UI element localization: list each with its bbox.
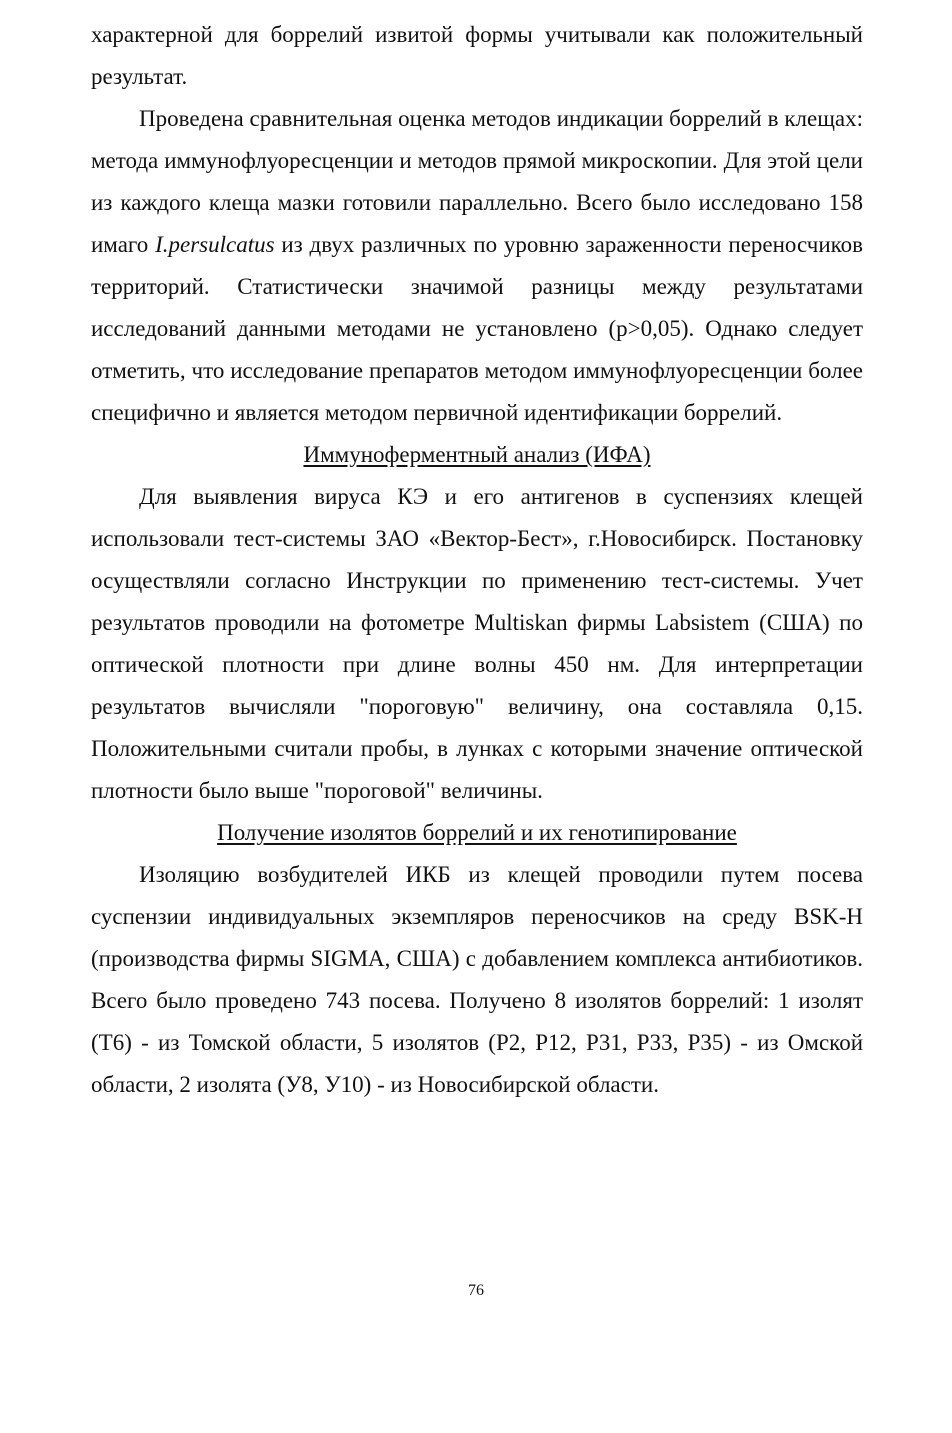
species-name: I.persulcatus (155, 232, 275, 257)
paragraph-continuation: характерной для боррелий извитой формы учитывали как положительный результат. (91, 22, 863, 89)
paragraph-isolates: Изоляцию возбудителей ИКБ из клещей проводили путем посева суспензии индивидуальных экземпляров переносчиков на среду BSK-H (производства фирмы SIGMA, США) с добавлением комплекса антибиотиков. Всего было проведено 743 посева. Получено 8 изолятов боррелий: 1 изолят (Т6) - из Томской области, 5 изолятов (Р2, Р12, Р31, Р33, Р35) - из Омской области, 2 изолята (У8, У10) - из Новосибирской области. (91, 862, 863, 1097)
paragraph-method-comparison-text-start: Проведена сравнительная оценка методов индикации боррелий в клещах: метода иммунофлуоресценции и методов прямой микроскопии. Для этой цели из каждого клеща мазки готовили параллельно. Всего было исследовано 158 имаго (91, 106, 863, 257)
page-number: 76 (468, 1282, 484, 1299)
paragraph-ifa: Для выявления вируса КЭ и его антигенов в суспензиях клещей использовали тест-системы ЗАО «Вектор-Бест», г.Новосибирск. Постановку осуществляли согласно Инструкции по применению тест-системы. Учет результатов проводили на фотометре Multiskan фирмы Labsistem (США) по оптической плотности при длине волны 450 нм. Для интерпретации результатов вычисляли "пороговую" величину, она составляла 0,15. Положительными считали пробы, в лунках с которыми значение оптической плотности было выше "пороговой" величины. (91, 484, 863, 803)
section-heading-ifa: Иммуноферментный анализ (ИФА) (303, 442, 651, 467)
section-heading-isolates: Получение изолятов боррелий и их генотипирование (217, 820, 737, 845)
paragraph-method-comparison (91, 98, 863, 434)
paragraph-method-comparison-text-end: из двух различных по уровню зараженности переносчиков территорий. Статистически значимой разницы между результатами исследований данными методами не установлено (p>0,05). Однако следует отметить, что исследование препаратов методом иммунофлуоресценции более специфично и является методом первичной идентификации боррелий. (91, 232, 863, 425)
document-page (91, 14, 863, 1106)
